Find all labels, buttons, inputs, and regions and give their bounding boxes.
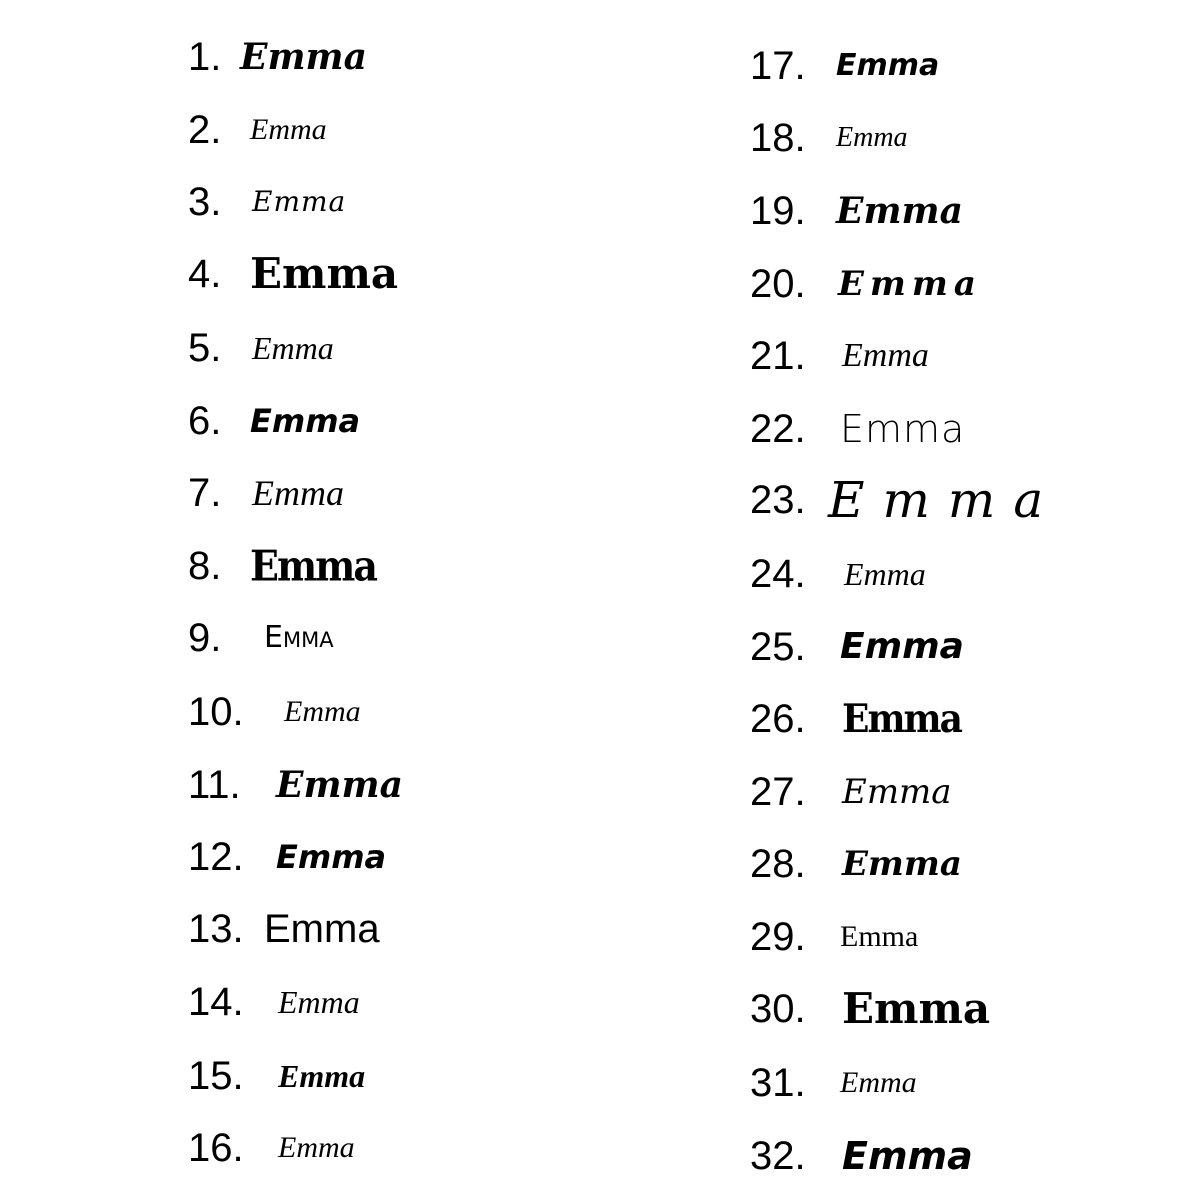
option-number: 28. [750,842,806,886]
font-option-row[interactable] [188,536,376,596]
option-number: 14. [188,980,244,1024]
option-sample-text: Emma [842,337,929,374]
option-sample-text: Emma [842,695,961,743]
option-number: 6. [188,399,222,443]
option-sample-text: Emma [836,48,940,83]
option-number: 5. [188,326,222,370]
option-sample-text: Emma [842,1134,973,1178]
option-sample-text: Emma [836,122,908,153]
font-option-row[interactable] [750,1126,973,1186]
font-option-row[interactable] [750,907,918,967]
option-sample-text: Emma [840,407,966,451]
font-option-row[interactable] [188,391,360,451]
option-number: 30. [750,987,806,1031]
option-sample-text: Emma [828,471,1062,529]
option-sample-text: Emma [250,113,327,146]
font-option-row[interactable] [750,181,963,241]
option-number: 24. [750,552,806,596]
option-sample-text: Emma [844,556,926,592]
option-number: 19. [750,189,806,233]
font-option-row[interactable] [188,318,334,378]
option-number: 12. [188,835,244,879]
option-number: 1. [188,35,222,79]
option-number: 11. [188,763,241,807]
option-sample-text: Emma [840,626,964,667]
option-number: 7. [188,471,222,515]
font-option-row[interactable] [188,1118,355,1178]
font-option-row[interactable] [188,972,360,1032]
option-number: 15. [188,1054,244,1098]
option-sample-text: Emma [278,1058,366,1094]
option-sample-text: Emma [240,36,367,78]
option-number: 22. [750,407,806,451]
option-sample-text: Emma [250,402,361,440]
option-sample-text: Emma [278,984,360,1020]
font-option-row[interactable] [188,755,403,815]
option-number: 16. [188,1126,244,1170]
font-option-row[interactable] [750,689,961,749]
font-option-row[interactable] [188,100,327,160]
font-option-row[interactable] [750,834,962,894]
font-option-row[interactable] [750,326,929,386]
option-sample-text: Emma [250,540,377,591]
option-sample-text: Emma [842,984,991,1033]
option-sample-text: Emma [838,264,982,304]
font-option-row[interactable] [188,172,346,232]
option-sample-text: Emma [842,844,962,884]
font-option-row[interactable] [750,254,982,314]
option-number: 29. [750,915,806,959]
option-sample-text: Emma [840,1066,917,1099]
option-number: 31. [750,1061,806,1105]
option-number: 20. [750,262,806,306]
font-option-row[interactable] [750,979,990,1039]
font-option-row[interactable] [188,608,334,668]
option-sample-text: Emma [840,920,919,953]
font-option-row[interactable] [750,470,1061,530]
font-option-row[interactable] [188,827,386,887]
option-number: 13. [188,907,244,951]
option-sample-text: Emma [252,473,344,513]
option-number: 8. [188,544,222,588]
font-option-row[interactable] [188,1046,365,1106]
font-option-row[interactable] [750,544,926,604]
option-sample-text: Emma [278,1131,355,1164]
option-number: 27. [750,770,806,814]
option-sample-text: Emma [276,838,387,876]
font-option-row[interactable] [188,899,380,959]
option-number: 2. [188,108,222,152]
option-number: 4. [188,252,222,296]
option-number: 25. [750,625,806,669]
option-number: 23. [750,478,806,522]
font-option-row[interactable] [750,108,908,168]
option-number: 32. [750,1134,806,1178]
option-sample-text: Emma [842,772,952,812]
option-number: 17. [750,44,806,88]
option-number: 10. [188,690,244,734]
font-option-row[interactable] [750,36,939,96]
option-number: 26. [750,697,806,741]
font-option-row[interactable] [188,463,344,523]
option-sample-text: Emma [284,695,361,728]
option-sample-text: Emma [252,185,347,218]
font-option-row[interactable] [750,1053,917,1113]
option-sample-text: Emma [252,330,334,366]
option-sample-text: Emma [276,764,403,806]
option-sample-text: Emma [264,620,334,655]
option-sample-text: Emma [264,907,380,951]
font-option-row[interactable] [188,27,367,87]
font-option-row[interactable] [188,682,361,742]
font-option-row[interactable] [750,399,965,459]
font-option-row[interactable] [750,762,952,822]
option-number: 9. [188,616,222,660]
option-number: 18. [750,116,806,160]
option-sample-text: Emma [836,190,963,232]
font-option-row[interactable] [188,244,398,304]
option-number: 21. [750,334,806,378]
font-option-row[interactable] [750,617,964,677]
option-sample-text: Emma [250,249,399,298]
option-number: 3. [188,180,222,224]
